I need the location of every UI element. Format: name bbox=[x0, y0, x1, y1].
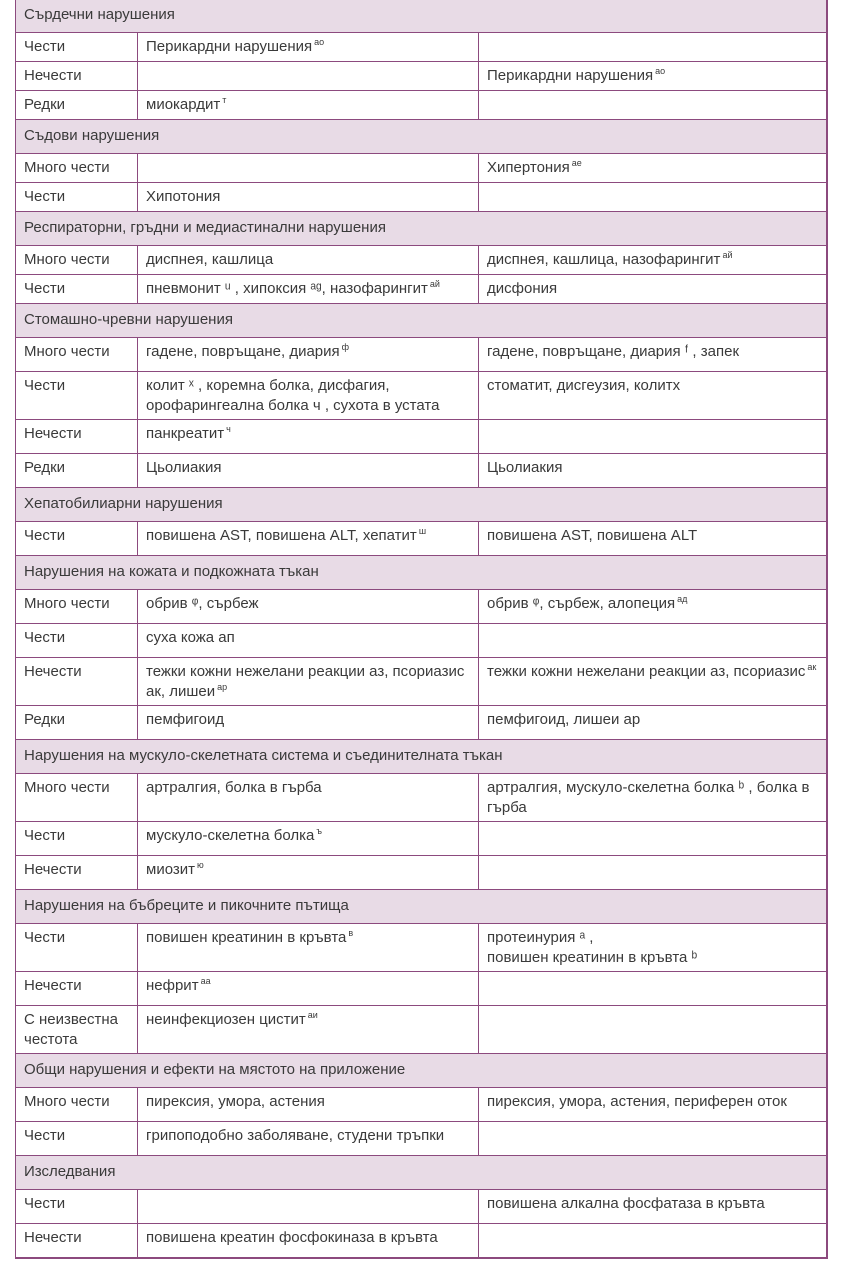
monotherapy-cell-text: неинфекциозен цистит bbox=[146, 1011, 306, 1028]
monotherapy-cell bbox=[138, 246, 479, 275]
monotherapy-cell bbox=[138, 338, 479, 372]
monotherapy-cell bbox=[138, 1088, 479, 1122]
monotherapy-cell-text: диспнея, кашлица bbox=[146, 251, 274, 268]
section-header-row bbox=[16, 120, 827, 154]
frequency-cell-text: Чести bbox=[24, 38, 66, 55]
frequency-cell bbox=[16, 246, 138, 275]
table-row bbox=[16, 454, 827, 488]
footnote-marker: ад bbox=[677, 594, 688, 604]
section-header-row bbox=[16, 740, 827, 774]
monotherapy-cell-text: нефрит bbox=[146, 977, 199, 994]
frequency-cell-text: Чести bbox=[24, 629, 66, 646]
combination-cell bbox=[479, 1006, 827, 1054]
combination-cell bbox=[479, 1190, 827, 1224]
combination-cell-text: пирексия, умора, астения, периферен оток bbox=[487, 1093, 787, 1110]
combination-cell bbox=[479, 154, 827, 183]
frequency-cell-text: Чести bbox=[24, 827, 66, 844]
section-header-row bbox=[16, 304, 827, 338]
frequency-cell bbox=[16, 856, 138, 890]
frequency-cell bbox=[16, 338, 138, 372]
table-row bbox=[16, 91, 827, 120]
combination-cell-text: пемфигоид, лишеи ар bbox=[487, 711, 641, 728]
table-row bbox=[16, 658, 827, 706]
combination-cell-text: Перикардни нарушения bbox=[487, 67, 654, 84]
monotherapy-cell-text: повишен креатинин в кръвта bbox=[146, 929, 347, 946]
section-header-row bbox=[16, 1156, 827, 1190]
frequency-cell bbox=[16, 774, 138, 822]
combination-cell-text: повишена AST, повишена ALT bbox=[487, 527, 698, 544]
monotherapy-cell bbox=[138, 972, 479, 1006]
monotherapy-cell-text: повишена креатин фосфокиназа в кръвта bbox=[146, 1229, 438, 1246]
table-row bbox=[16, 624, 827, 658]
frequency-cell-text: Чести bbox=[24, 527, 66, 544]
frequency-cell-text: Нечести bbox=[24, 663, 82, 680]
table-row bbox=[16, 706, 827, 740]
monotherapy-cell bbox=[138, 62, 479, 91]
frequency-cell-text: Много чести bbox=[24, 343, 110, 360]
combination-cell bbox=[479, 91, 827, 120]
frequency-cell bbox=[16, 1006, 138, 1054]
combination-cell bbox=[479, 624, 827, 658]
table-row bbox=[16, 338, 827, 372]
monotherapy-cell bbox=[138, 822, 479, 856]
frequency-cell-text: Чести bbox=[24, 188, 66, 205]
footnote-marker: ао bbox=[655, 66, 666, 76]
monotherapy-cell-text: Перикардни нарушения bbox=[146, 38, 313, 55]
frequency-cell bbox=[16, 924, 138, 972]
footnote-marker: ъ bbox=[316, 826, 323, 836]
monotherapy-cell-text: пирексия, умора, астения bbox=[146, 1093, 325, 1110]
frequency-cell-text: Нечести bbox=[24, 861, 82, 878]
section-title: Респираторни, гръдни и медиастинални нарушения bbox=[16, 212, 827, 246]
footnote-marker: ай bbox=[429, 279, 440, 289]
combination-cell-text: тежки кожни нежелани реакции аз, псориазис bbox=[487, 663, 806, 680]
footnote-marker: ф bbox=[341, 342, 350, 352]
monotherapy-cell-text: пемфигоид bbox=[146, 711, 225, 728]
combination-cell-text: Хипертония bbox=[487, 159, 570, 176]
frequency-cell bbox=[16, 183, 138, 212]
frequency-cell-text: Много чести bbox=[24, 595, 110, 612]
monotherapy-cell bbox=[138, 590, 479, 624]
frequency-cell-text: Нечести bbox=[24, 67, 82, 84]
table-row bbox=[16, 33, 827, 62]
table-row bbox=[16, 62, 827, 91]
section-header-row bbox=[16, 488, 827, 522]
combination-cell-text: гадене, повръщане, диария ᶠ , запек bbox=[487, 343, 740, 360]
table-row bbox=[16, 1006, 827, 1054]
combination-cell bbox=[479, 774, 827, 822]
footnote-marker: ч bbox=[226, 424, 231, 434]
section-header-row bbox=[16, 212, 827, 246]
footnote-marker: ш bbox=[418, 526, 427, 536]
frequency-cell-text: Нечести bbox=[24, 425, 82, 442]
section-title: Нарушения на бъбреците и пикочните пътища bbox=[16, 890, 827, 924]
monotherapy-cell bbox=[138, 1122, 479, 1156]
frequency-cell bbox=[16, 91, 138, 120]
monotherapy-cell-text: мускуло-скелетна болка bbox=[146, 827, 315, 844]
combination-cell-text: протеинурия ᵃ , повишен креатинин в кръвта ᵇ bbox=[487, 929, 698, 966]
combination-cell-text: повишена алкална фосфатаза в кръвта bbox=[487, 1195, 765, 1212]
frequency-cell bbox=[16, 658, 138, 706]
footnote-marker: ар bbox=[217, 682, 228, 692]
table-row bbox=[16, 1122, 827, 1156]
combination-cell-text: артралгия, мускуло-скелетна болка ᵇ , болка в гърба bbox=[487, 779, 810, 816]
combination-cell bbox=[479, 183, 827, 212]
monotherapy-cell-text: миокардит bbox=[146, 96, 221, 113]
monotherapy-cell bbox=[138, 1006, 479, 1054]
monotherapy-cell-text: грипоподобно заболяване, студени тръпки bbox=[146, 1127, 445, 1144]
combination-cell bbox=[479, 454, 827, 488]
frequency-cell bbox=[16, 972, 138, 1006]
combination-cell bbox=[479, 658, 827, 706]
frequency-cell-text: Чести bbox=[24, 1195, 66, 1212]
combination-cell bbox=[479, 1122, 827, 1156]
combination-cell-text: дисфония bbox=[487, 280, 558, 297]
frequency-cell-text: С неизвестна честота bbox=[24, 1011, 119, 1048]
combination-cell bbox=[479, 1088, 827, 1122]
frequency-cell bbox=[16, 590, 138, 624]
footnote-marker: т bbox=[222, 95, 227, 105]
monotherapy-cell-text: миозит bbox=[146, 861, 195, 878]
section-title: Общи нарушения и ефекти на мястото на приложение bbox=[16, 1054, 827, 1088]
table-body bbox=[16, 0, 827, 1258]
monotherapy-cell bbox=[138, 372, 479, 420]
table-row bbox=[16, 774, 827, 822]
footnote-marker: ай bbox=[722, 250, 733, 260]
monotherapy-cell bbox=[138, 154, 479, 183]
monotherapy-cell bbox=[138, 624, 479, 658]
combination-cell-text: диспнея, кашлица, назофарингит bbox=[487, 251, 721, 268]
table-row bbox=[16, 1088, 827, 1122]
table-row bbox=[16, 1224, 827, 1259]
frequency-cell-text: Много чести bbox=[24, 159, 110, 176]
combination-cell bbox=[479, 62, 827, 91]
footnote-marker: ю bbox=[197, 860, 204, 870]
section-title: Съдови нарушения bbox=[16, 120, 827, 154]
section-title: Изследвания bbox=[16, 1156, 827, 1190]
combination-cell bbox=[479, 275, 827, 304]
combination-cell bbox=[479, 522, 827, 556]
frequency-cell bbox=[16, 1122, 138, 1156]
monotherapy-cell-text: пневмонит ᵘ , хипоксия ᵃᵍ, назофарингит bbox=[146, 280, 428, 297]
section-title: Нарушения на мускуло-скелетната система и съединителната тъкан bbox=[16, 740, 827, 774]
footnote-marker: ак bbox=[807, 662, 817, 672]
table-row bbox=[16, 822, 827, 856]
adverse-reactions-table bbox=[15, 0, 828, 1259]
monotherapy-cell-text: панкреатит bbox=[146, 425, 225, 442]
monotherapy-cell bbox=[138, 774, 479, 822]
frequency-cell-text: Редки bbox=[24, 711, 66, 728]
monotherapy-cell bbox=[138, 856, 479, 890]
combination-cell bbox=[479, 972, 827, 1006]
monotherapy-cell bbox=[138, 454, 479, 488]
monotherapy-cell bbox=[138, 706, 479, 740]
monotherapy-cell bbox=[138, 275, 479, 304]
monotherapy-cell bbox=[138, 522, 479, 556]
combination-cell bbox=[479, 372, 827, 420]
monotherapy-cell bbox=[138, 924, 479, 972]
monotherapy-cell-text: артралгия, болка в гърба bbox=[146, 779, 322, 796]
table-row bbox=[16, 154, 827, 183]
frequency-cell-text: Нечести bbox=[24, 977, 82, 994]
frequency-cell-text: Чести bbox=[24, 377, 66, 394]
table-row bbox=[16, 420, 827, 454]
frequency-cell bbox=[16, 275, 138, 304]
frequency-cell-text: Чести bbox=[24, 280, 66, 297]
monotherapy-cell bbox=[138, 183, 479, 212]
combination-cell bbox=[479, 420, 827, 454]
frequency-cell bbox=[16, 822, 138, 856]
footnote-marker: аи bbox=[307, 1010, 318, 1020]
frequency-cell bbox=[16, 1190, 138, 1224]
combination-cell-text: Цьолиакия bbox=[487, 459, 563, 476]
monotherapy-cell bbox=[138, 658, 479, 706]
section-title: Стомашно-чревни нарушения bbox=[16, 304, 827, 338]
frequency-cell bbox=[16, 1088, 138, 1122]
table-row bbox=[16, 522, 827, 556]
monotherapy-cell-text: Хипотония bbox=[146, 188, 221, 205]
frequency-cell-text: Много чести bbox=[24, 779, 110, 796]
table-row bbox=[16, 924, 827, 972]
frequency-cell bbox=[16, 33, 138, 62]
section-header-row bbox=[16, 1054, 827, 1088]
monotherapy-cell-text: повишена AST, повишена ALT, хепатит bbox=[146, 527, 417, 544]
combination-cell bbox=[479, 856, 827, 890]
combination-cell bbox=[479, 338, 827, 372]
section-header-row bbox=[16, 556, 827, 590]
combination-cell bbox=[479, 924, 827, 972]
table-row bbox=[16, 372, 827, 420]
combination-cell bbox=[479, 590, 827, 624]
frequency-cell bbox=[16, 62, 138, 91]
section-header-row bbox=[16, 0, 827, 33]
section-title: Хепатобилиарни нарушения bbox=[16, 488, 827, 522]
frequency-cell bbox=[16, 1224, 138, 1259]
monotherapy-cell-text: суха кожа ап bbox=[146, 629, 235, 646]
frequency-cell bbox=[16, 154, 138, 183]
frequency-cell-text: Нечести bbox=[24, 1229, 82, 1246]
frequency-cell-text: Редки bbox=[24, 96, 66, 113]
section-header-row bbox=[16, 890, 827, 924]
combination-cell bbox=[479, 706, 827, 740]
combination-cell bbox=[479, 1224, 827, 1259]
frequency-cell bbox=[16, 420, 138, 454]
table-row bbox=[16, 972, 827, 1006]
table-row bbox=[16, 183, 827, 212]
footnote-marker: аа bbox=[200, 976, 211, 986]
frequency-cell bbox=[16, 522, 138, 556]
frequency-cell-text: Чести bbox=[24, 929, 66, 946]
frequency-cell bbox=[16, 372, 138, 420]
combination-cell bbox=[479, 246, 827, 275]
section-title: Сърдечни нарушения bbox=[16, 0, 827, 33]
combination-cell-text: стоматит, дисгеузия, колитх bbox=[487, 377, 681, 394]
frequency-cell bbox=[16, 624, 138, 658]
frequency-cell-text: Чести bbox=[24, 1127, 66, 1144]
table-row bbox=[16, 275, 827, 304]
monotherapy-cell bbox=[138, 1224, 479, 1259]
combination-cell bbox=[479, 822, 827, 856]
combination-cell-text: обрив ᵠ, сърбеж, алопеция bbox=[487, 595, 676, 612]
monotherapy-cell-text: обрив ᵠ, сърбеж bbox=[146, 595, 259, 612]
monotherapy-cell-text: Цьолиакия bbox=[146, 459, 222, 476]
frequency-cell bbox=[16, 454, 138, 488]
frequency-cell-text: Редки bbox=[24, 459, 66, 476]
table-row bbox=[16, 246, 827, 275]
monotherapy-cell bbox=[138, 91, 479, 120]
combination-cell bbox=[479, 33, 827, 62]
frequency-cell bbox=[16, 706, 138, 740]
monotherapy-cell-text: тежки кожни нежелани реакции аз, псориазис ак, лишеи bbox=[146, 663, 465, 700]
frequency-cell-text: Много чести bbox=[24, 251, 110, 268]
monotherapy-cell bbox=[138, 420, 479, 454]
table-row bbox=[16, 856, 827, 890]
table-row bbox=[16, 590, 827, 624]
frequency-cell-text: Много чести bbox=[24, 1093, 110, 1110]
section-title: Нарушения на кожата и подкожната тъкан bbox=[16, 556, 827, 590]
footnote-marker: ае bbox=[571, 158, 582, 168]
footnote-marker: ао bbox=[314, 37, 325, 47]
table-row bbox=[16, 1190, 827, 1224]
monotherapy-cell-text: колит ˣ , коремна болка, дисфагия, орофарингеална болка ч , сухота в устата bbox=[146, 377, 440, 414]
monotherapy-cell bbox=[138, 1190, 479, 1224]
monotherapy-cell-text: гадене, повръщане, диария bbox=[146, 343, 340, 360]
footnote-marker: в bbox=[348, 928, 354, 938]
monotherapy-cell bbox=[138, 33, 479, 62]
